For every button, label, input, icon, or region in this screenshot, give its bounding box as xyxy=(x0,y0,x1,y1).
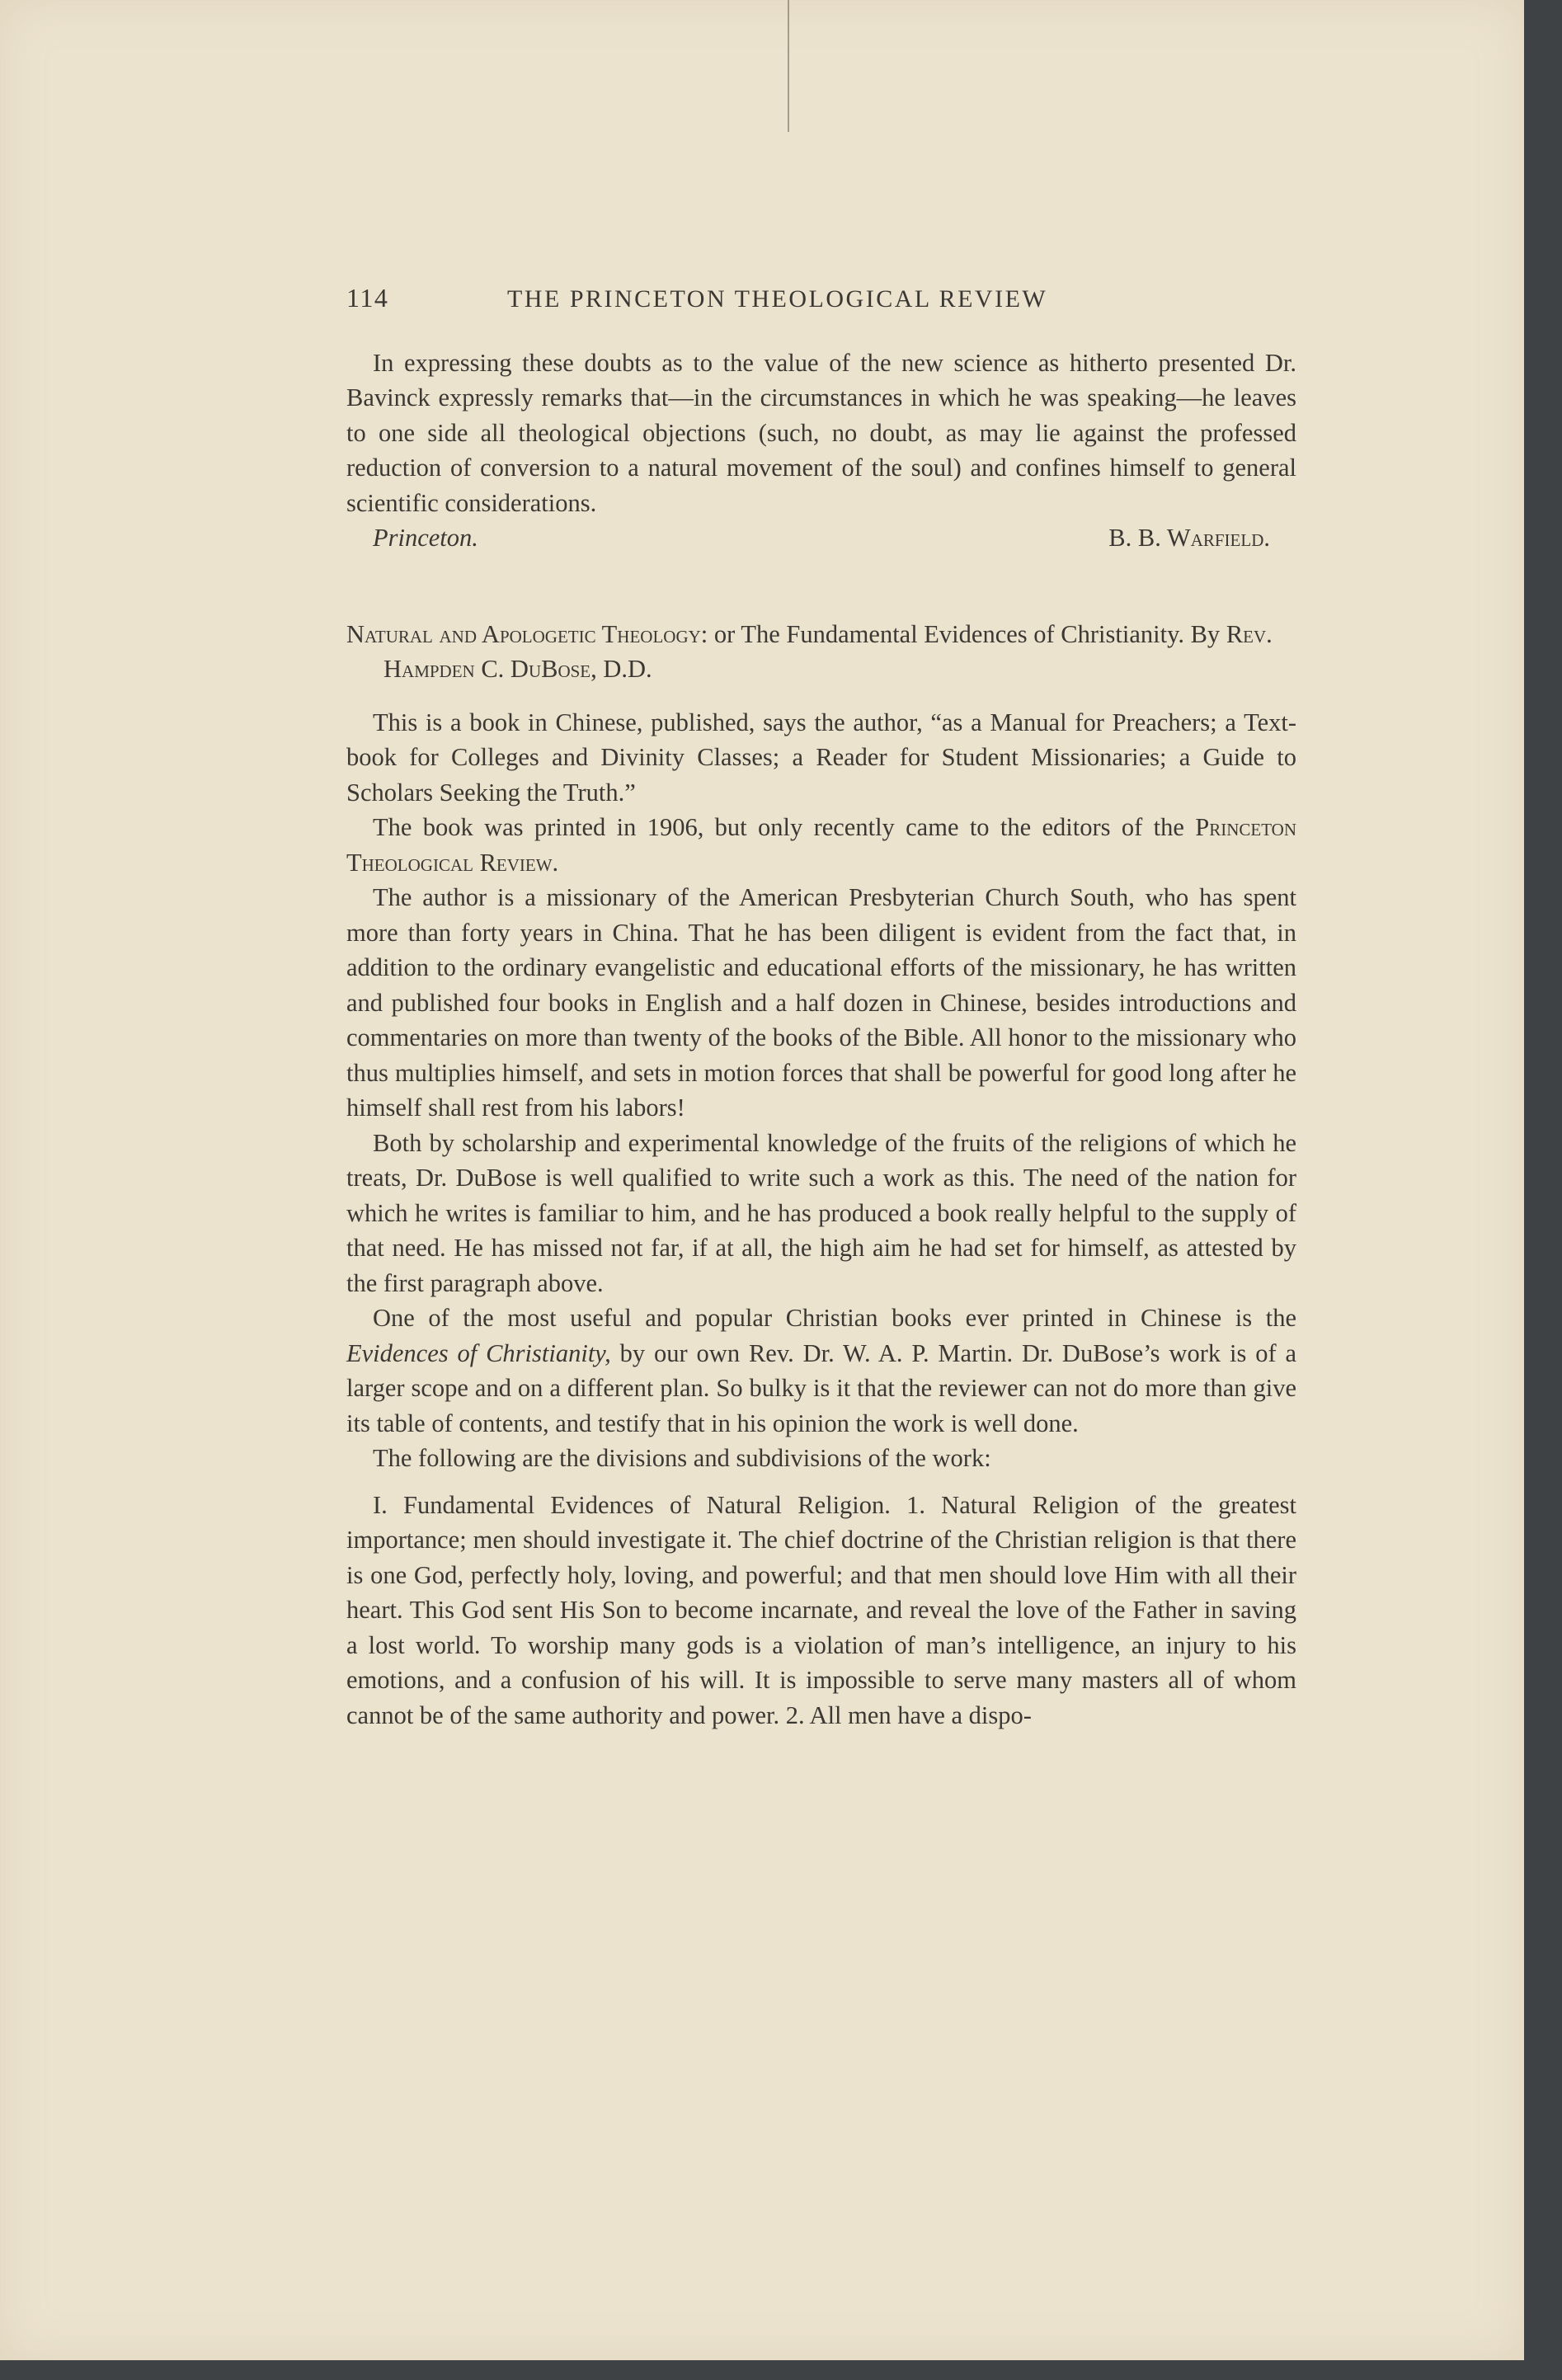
running-head: THE PRINCETON THEOLOGICAL REVIEW xyxy=(507,285,1048,313)
book-title: Natural and Apologetic Theology xyxy=(346,619,701,648)
review-paragraph: The following are the divisions and subdivisions of the work: xyxy=(373,1444,991,1472)
review-paragraph: I. Fundamental Evidences of Natural Religion. 1. Natural Religion of the greatest importance; men should investigate it. The chief doctrine of the Christian religion is that there is one God, perfectly holy, loving, and powerful; and that men should love Him with all their heart. This God sent His Son to become incarnate, and reveal the love of the Father in saving a lost world. To worship many gods is a violation of man’s intelligence, an injury to his emotions, and a confusion of his will. It is impossible to serve many masters all of whom cannot be of the same authority and power. 2. All men have a dispo- xyxy=(346,1490,1296,1729)
review-text: The book was printed in 1906, but only recently came to the editors of the xyxy=(373,813,1196,841)
book-subtitle: The Fundamental Evidences of Christianity. xyxy=(741,619,1184,648)
cited-book-title: Evidences of Christianity, xyxy=(346,1338,611,1367)
book-title-separator: : or xyxy=(700,619,741,648)
previous-review-closing-paragraph: In expressing these doubts as to the value of the new science as hitherto presented Dr. Bavinck expressly remarks that—in the circumstances in which he was speaking—he leaves to one side all theological objections (such, no doubt, as may lie against the professed reduction of conversion to a natural movement of the soul) and confines himself to general scientific considerations. xyxy=(346,348,1296,517)
paper-fold-crease xyxy=(788,0,789,132)
page-content xyxy=(346,280,1296,1733)
book-heading xyxy=(346,617,1296,687)
page-number: 114 xyxy=(346,283,389,313)
review-text: by our own Rev. Dr. W. A. P. Martin. Dr. DuBose’s work is of a larger scope and on a different plan. So bulky is it that the reviewer can not do more than give its table of contents, and testify that in his opinion the work is well done. xyxy=(346,1338,1297,1437)
previous-review-signature xyxy=(346,520,1296,556)
review-paragraph: This is a book in Chinese, published, says the author, “as a Manual for Preachers; a Text-book for Colleges and Divinity Classes; a Reader for Student Missionaries; a Guide to Scholars Seeking the Truth.” xyxy=(346,708,1296,807)
signature-reviewer: B. B. Warfield. xyxy=(1108,524,1270,552)
signature-place: Princeton. xyxy=(373,524,478,552)
book-by: By xyxy=(1183,619,1226,648)
review-paragraph xyxy=(346,810,1296,880)
book-author: Rev. Hampden C. DuBose, D.D. xyxy=(383,619,1273,683)
review-paragraph: Both by scholarship and experimental knowledge of the fruits of the religions of which he treats, Dr. DuBose is well qualified to write such a work as this. The need of the nation for which he writes is familiar to him, and he has produced a book really helpful to the supply of that need. He has missed not far, if at all, the high aim he had set for himself, as attested by the first paragraph above. xyxy=(346,1128,1296,1297)
review-paragraph: The author is a missionary of the American Presbyterian Church South, who has spent more than forty years in China. That he has been diligent is evident from the fact that, in addition to the ordinary evangelistic and educational efforts of the missionary, he has written and published four books in English and a half dozen in Chinese, besides introductions and commentaries on more than twenty of the books of the Bible. All honor to the missionary who thus multiplies himself, and sets in motion forces that shall be powerful for good long after he himself shall rest from his labors! xyxy=(346,883,1296,1122)
review-text: One of the most useful and popular Christian books ever printed in Chinese is the xyxy=(373,1304,1296,1332)
review-paragraph xyxy=(346,1301,1296,1441)
page-header xyxy=(346,280,1296,317)
journal-name: Princeton Theological Review. xyxy=(346,813,1296,877)
